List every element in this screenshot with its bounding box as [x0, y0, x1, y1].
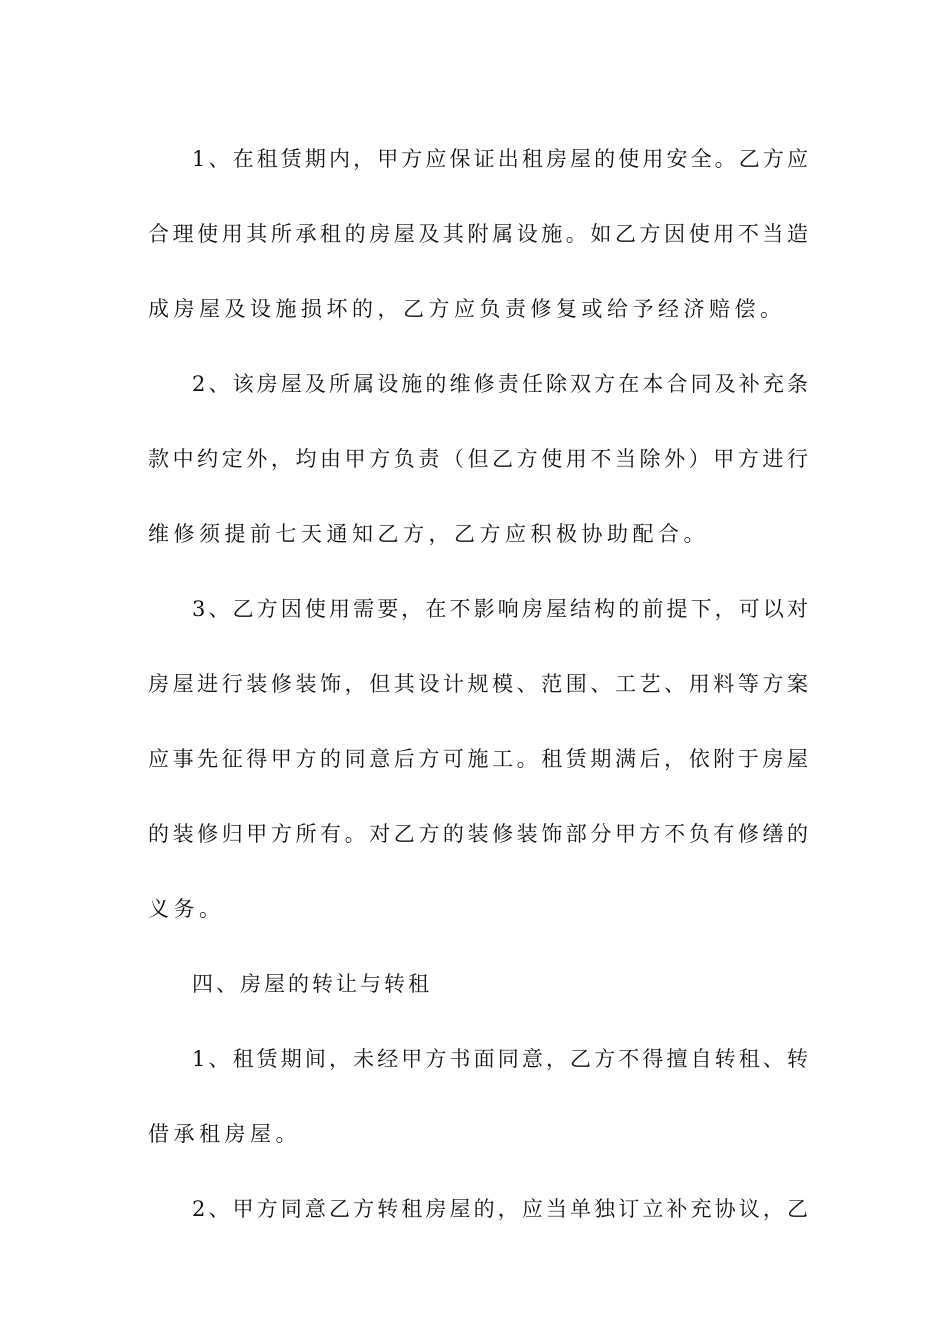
paragraph-line: 维修须提前七天通知乙方，乙方应积极协助配合。 — [148, 522, 709, 546]
paragraph-line: 2、甲方同意乙方转租房屋的，应当单独订立补充协议，乙 — [192, 1197, 808, 1221]
document-body — [148, 130, 808, 1238]
paragraph-line: 义务。 — [148, 897, 225, 921]
paragraph-line: 2、该房屋及所属设施的维修责任除双方在本合同及补充条 — [192, 372, 808, 396]
paragraph-line: 房屋进行装修装饰，但其设计规模、范围、工艺、用料等方案 — [148, 672, 808, 696]
paragraph-line: 应事先征得甲方的同意后方可施工。租赁期满后，依附于房屋 — [148, 747, 808, 771]
paragraph-line: 款中约定外，均由甲方负责（但乙方使用不当除外）甲方进行 — [148, 447, 808, 471]
paragraph-line: 3、乙方因使用需要，在不影响房屋结构的前提下，可以对 — [192, 597, 808, 621]
paragraph-line: 的装修归甲方所有。对乙方的装修装饰部分甲方不负有修缮的 — [148, 822, 808, 846]
paragraph-line: 1、在租赁期内，甲方应保证出租房屋的使用安全。乙方应 — [192, 147, 808, 171]
paragraph-line: 1、租赁期间，未经甲方书面同意，乙方不得擅自转租、转 — [192, 1047, 808, 1071]
paragraph-line: 合理使用其所承租的房屋及其附属设施。如乙方因使用不当造 — [148, 222, 808, 246]
paragraph-line: 借承租房屋。 — [148, 1122, 301, 1146]
paragraph-line: 成房屋及设施损坏的，乙方应负责修复或给予经济赔偿。 — [148, 297, 786, 321]
section-heading: 四、房屋的转让与转租 — [192, 972, 432, 996]
